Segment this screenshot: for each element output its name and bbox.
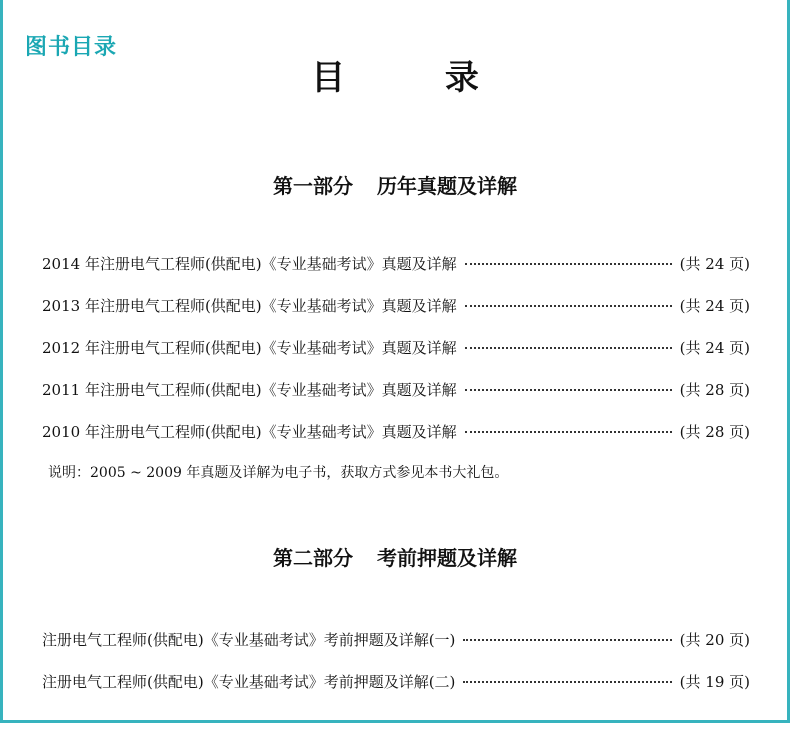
- toc-entry[interactable]: [42, 253, 750, 274]
- toc-entry-text: 2013 年注册电气工程师(供配电)《专业基础考试》真题及详解: [42, 297, 457, 315]
- toc-entry[interactable]: [42, 421, 750, 442]
- toc-entry-text: 2014 年注册电气工程师(供配电)《专业基础考试》真题及详解: [42, 255, 457, 273]
- toc-entry-pages: (共 19 页): [679, 673, 750, 691]
- toc-entry-text: 2012 年注册电气工程师(供配电)《专业基础考试》真题及详解: [42, 339, 457, 357]
- toc-entry[interactable]: [42, 337, 750, 358]
- toc-entry[interactable]: [42, 629, 750, 650]
- note-text: 说明：2005 ~ 2009 年真题及详解为电子书，获取方式参见本书大礼包。: [48, 465, 509, 481]
- part1-heading: [0, 170, 790, 199]
- toc-entry-text: 注册电气工程师(供配电)《专业基础考试》考前押题及详解(一): [42, 631, 456, 649]
- toc-entry-text: 注册电气工程师(供配电)《专业基础考试》考前押题及详解(二): [42, 673, 456, 691]
- dot-leader: [465, 262, 672, 265]
- toc-entry-pages: (共 24 页): [679, 297, 750, 315]
- toc-entry-pages: (共 24 页): [679, 255, 750, 273]
- toc-entry-text: 2011 年注册电气工程师(供配电)《专业基础考试》真题及详解: [42, 381, 457, 399]
- page-title: 目 录: [311, 58, 523, 98]
- part2-label: 第二部分: [273, 546, 353, 570]
- part2-heading: [0, 542, 790, 571]
- toc-entry-pages: (共 20 页): [679, 631, 750, 649]
- dot-leader: [465, 430, 672, 433]
- dot-leader: [463, 638, 671, 641]
- toc-entry[interactable]: [42, 295, 750, 316]
- dot-leader: [465, 346, 672, 349]
- toc-entry-pages: (共 24 页): [679, 339, 750, 357]
- dot-leader: [463, 680, 671, 683]
- dot-leader: [465, 304, 672, 307]
- part1-label: 第一部分: [273, 174, 353, 198]
- toc-entry-pages: (共 28 页): [679, 381, 750, 399]
- toc-entry[interactable]: [42, 671, 750, 692]
- dot-leader: [465, 388, 672, 391]
- part2-name: 考前押题及详解: [377, 546, 517, 570]
- book-contents-tag: 图书目录: [25, 35, 118, 60]
- part1-name: 历年真题及详解: [377, 174, 517, 198]
- toc-entry[interactable]: [42, 379, 750, 400]
- toc-entry-text: 2010 年注册电气工程师(供配电)《专业基础考试》真题及详解: [42, 423, 457, 441]
- toc-entry-pages: (共 28 页): [679, 423, 750, 441]
